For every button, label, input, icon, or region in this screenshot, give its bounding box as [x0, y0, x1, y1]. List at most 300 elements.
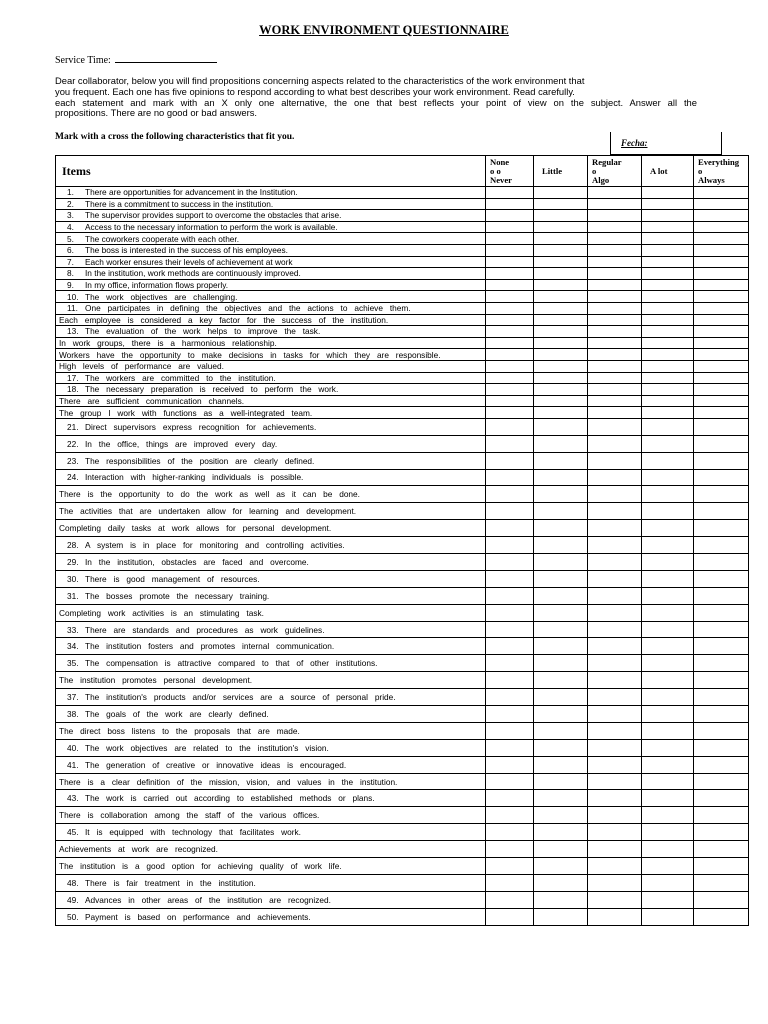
answer-cell-none[interactable]: [486, 187, 534, 199]
answer-cell-a-lot[interactable]: [642, 570, 694, 587]
answer-cell-a-lot[interactable]: [642, 773, 694, 790]
answer-cell-none[interactable]: [486, 520, 534, 537]
answer-cell-regular[interactable]: [588, 314, 642, 326]
answer-cell-a-lot[interactable]: [642, 372, 694, 384]
item-text: Each worker ensures their levels of achievement at work: [85, 256, 293, 267]
answer-cell-everything[interactable]: [694, 554, 749, 571]
answer-cell-a-lot[interactable]: [642, 756, 694, 773]
answer-cell-a-lot[interactable]: [642, 486, 694, 503]
answer-cell-regular[interactable]: [588, 841, 642, 858]
answer-cell-regular[interactable]: [588, 621, 642, 638]
item-text: The supervisor provides support to overcome the obstacles that arise.: [85, 210, 342, 221]
answer-cell-none[interactable]: [486, 210, 534, 222]
answer-cell-none[interactable]: [486, 244, 534, 256]
answer-cell-everything[interactable]: [694, 621, 749, 638]
answer-cell-regular[interactable]: [588, 452, 642, 469]
answer-cell-everything[interactable]: [694, 314, 749, 326]
option-label: o: [592, 165, 597, 176]
answer-cell-a-lot[interactable]: [642, 908, 694, 925]
answer-cell-none[interactable]: [486, 233, 534, 245]
answer-cell-everything[interactable]: [694, 486, 749, 503]
answer-cell-none[interactable]: [486, 372, 534, 384]
answer-cell-none[interactable]: [486, 587, 534, 604]
answer-cell-none[interactable]: [486, 722, 534, 739]
answer-cell-little[interactable]: [534, 824, 588, 841]
item-number: 13.: [67, 326, 79, 337]
answer-cell-everything[interactable]: [694, 807, 749, 824]
answer-cell-none[interactable]: [486, 790, 534, 807]
answer-cell-little[interactable]: [534, 672, 588, 689]
answer-cell-none[interactable]: [486, 256, 534, 268]
answer-cell-little[interactable]: [534, 604, 588, 621]
answer-cell-little[interactable]: [534, 452, 588, 469]
answer-cell-regular[interactable]: [588, 418, 642, 435]
answer-cell-little[interactable]: [534, 908, 588, 925]
answer-cell-a-lot[interactable]: [642, 291, 694, 303]
answer-cell-regular[interactable]: [588, 739, 642, 756]
answer-cell-a-lot[interactable]: [642, 452, 694, 469]
answer-cell-none[interactable]: [486, 407, 534, 419]
answer-cell-regular[interactable]: [588, 395, 642, 407]
answer-cell-little[interactable]: [534, 407, 588, 419]
answer-cell-little[interactable]: [534, 638, 588, 655]
answer-cell-little[interactable]: [534, 221, 588, 233]
answer-cell-little[interactable]: [534, 790, 588, 807]
answer-cell-little[interactable]: [534, 291, 588, 303]
answer-cell-regular[interactable]: [588, 360, 642, 372]
item-text: The coworkers cooperate with each other.: [85, 233, 240, 244]
answer-cell-regular[interactable]: [588, 187, 642, 199]
answer-cell-everything[interactable]: [694, 874, 749, 891]
answer-cell-regular[interactable]: [588, 604, 642, 621]
answer-cell-little[interactable]: [534, 395, 588, 407]
answer-cell-everything[interactable]: [694, 452, 749, 469]
item-text-cell: [56, 268, 486, 280]
answer-cell-none[interactable]: [486, 891, 534, 908]
item-text-cell: [56, 452, 486, 469]
answer-cell-none[interactable]: [486, 638, 534, 655]
answer-cell-little[interactable]: [534, 739, 588, 756]
table-row: [56, 452, 749, 469]
answer-cell-regular[interactable]: [588, 554, 642, 571]
option-label: Everything: [698, 156, 740, 167]
table-row: [56, 655, 749, 672]
answer-cell-regular[interactable]: [588, 874, 642, 891]
answer-cell-none[interactable]: [486, 326, 534, 338]
answer-cell-everything[interactable]: [694, 210, 749, 222]
answer-cell-a-lot[interactable]: [642, 221, 694, 233]
answer-cell-a-lot[interactable]: [642, 302, 694, 314]
answer-cell-little[interactable]: [534, 722, 588, 739]
answer-cell-regular[interactable]: [588, 256, 642, 268]
answer-cell-little[interactable]: [534, 435, 588, 452]
item-text: Advances in other areas of the institution are recognized.: [85, 894, 331, 905]
answer-cell-none[interactable]: [486, 807, 534, 824]
answer-cell-none[interactable]: [486, 469, 534, 486]
answer-cell-none[interactable]: [486, 874, 534, 891]
answer-cell-regular[interactable]: [588, 279, 642, 291]
answer-cell-none[interactable]: [486, 503, 534, 520]
answer-cell-little[interactable]: [534, 655, 588, 672]
answer-cell-little[interactable]: [534, 268, 588, 280]
answer-cell-regular[interactable]: [588, 824, 642, 841]
answer-cell-a-lot[interactable]: [642, 807, 694, 824]
answer-cell-everything[interactable]: [694, 858, 749, 875]
answer-cell-none[interactable]: [486, 824, 534, 841]
answer-cell-regular[interactable]: [588, 638, 642, 655]
answer-cell-a-lot[interactable]: [642, 858, 694, 875]
answer-cell-little[interactable]: [534, 244, 588, 256]
answer-cell-a-lot[interactable]: [642, 407, 694, 419]
answer-cell-regular[interactable]: [588, 858, 642, 875]
answer-cell-everything[interactable]: [694, 739, 749, 756]
answer-cell-a-lot[interactable]: [642, 187, 694, 199]
answer-cell-regular[interactable]: [588, 570, 642, 587]
answer-cell-regular[interactable]: [588, 891, 642, 908]
answer-cell-a-lot[interactable]: [642, 520, 694, 537]
answer-cell-everything[interactable]: [694, 790, 749, 807]
answer-cell-little[interactable]: [534, 314, 588, 326]
answer-cell-none[interactable]: [486, 360, 534, 372]
answer-cell-regular[interactable]: [588, 244, 642, 256]
answer-cell-none[interactable]: [486, 554, 534, 571]
answer-cell-everything[interactable]: [694, 706, 749, 723]
answer-cell-little[interactable]: [534, 187, 588, 199]
answer-cell-little[interactable]: [534, 554, 588, 571]
service-time-field[interactable]: [115, 53, 217, 63]
answer-cell-none[interactable]: [486, 739, 534, 756]
answer-cell-little[interactable]: [534, 570, 588, 587]
table-row: [56, 198, 749, 210]
answer-cell-everything[interactable]: [694, 418, 749, 435]
answer-cell-regular[interactable]: [588, 503, 642, 520]
answer-cell-everything[interactable]: [694, 672, 749, 689]
answer-cell-little[interactable]: [534, 326, 588, 338]
answer-cell-everything[interactable]: [694, 291, 749, 303]
answer-cell-none[interactable]: [486, 604, 534, 621]
answer-cell-a-lot[interactable]: [642, 689, 694, 706]
answer-cell-everything[interactable]: [694, 587, 749, 604]
intro-line: you frequent. Each one has five opinions to respond according to what best describes your work environment. Read carefully.: [55, 85, 575, 97]
answer-cell-regular[interactable]: [588, 326, 642, 338]
table-row: [56, 435, 749, 452]
item-text-cell: [56, 773, 486, 790]
answer-cell-a-lot[interactable]: [642, 638, 694, 655]
answer-cell-little[interactable]: [534, 689, 588, 706]
answer-cell-a-lot[interactable]: [642, 554, 694, 571]
answer-cell-none[interactable]: [486, 314, 534, 326]
answer-cell-a-lot[interactable]: [642, 672, 694, 689]
answer-cell-everything[interactable]: [694, 570, 749, 587]
answer-cell-none[interactable]: [486, 672, 534, 689]
answer-cell-none[interactable]: [486, 773, 534, 790]
answer-cell-a-lot[interactable]: [642, 268, 694, 280]
table-row: [56, 604, 749, 621]
answer-cell-none[interactable]: [486, 908, 534, 925]
answer-cell-a-lot[interactable]: [642, 279, 694, 291]
answer-cell-little[interactable]: [534, 520, 588, 537]
answer-cell-little[interactable]: [534, 486, 588, 503]
answer-cell-regular[interactable]: [588, 221, 642, 233]
answer-cell-none[interactable]: [486, 384, 534, 396]
answer-cell-a-lot[interactable]: [642, 706, 694, 723]
answer-cell-none[interactable]: [486, 435, 534, 452]
answer-cell-everything[interactable]: [694, 360, 749, 372]
answer-cell-none[interactable]: [486, 756, 534, 773]
answer-cell-none[interactable]: [486, 570, 534, 587]
table-row: [56, 221, 749, 233]
answer-cell-everything[interactable]: [694, 908, 749, 925]
answer-cell-none[interactable]: [486, 302, 534, 314]
answer-cell-everything[interactable]: [694, 520, 749, 537]
option-label: Algo: [592, 174, 610, 185]
answer-cell-a-lot[interactable]: [642, 395, 694, 407]
item-text: There is a commitment to success in the institution.: [85, 198, 274, 209]
table-row: [56, 395, 749, 407]
answer-cell-a-lot[interactable]: [642, 326, 694, 338]
answer-cell-regular[interactable]: [588, 233, 642, 245]
answer-cell-regular[interactable]: [588, 790, 642, 807]
answer-cell-little[interactable]: [534, 841, 588, 858]
answer-cell-regular[interactable]: [588, 807, 642, 824]
answer-cell-little[interactable]: [534, 891, 588, 908]
answer-cell-a-lot[interactable]: [642, 469, 694, 486]
answer-cell-a-lot[interactable]: [642, 210, 694, 222]
answer-cell-everything[interactable]: [694, 256, 749, 268]
answer-cell-little[interactable]: [534, 706, 588, 723]
answer-cell-little[interactable]: [534, 210, 588, 222]
answer-cell-little[interactable]: [534, 756, 588, 773]
answer-cell-everything[interactable]: [694, 841, 749, 858]
answer-cell-none[interactable]: [486, 706, 534, 723]
answer-cell-a-lot[interactable]: [642, 256, 694, 268]
answer-cell-a-lot[interactable]: [642, 198, 694, 210]
item-text: The workers are committed to the institution.: [85, 372, 276, 383]
answer-cell-none[interactable]: [486, 268, 534, 280]
answer-cell-little[interactable]: [534, 418, 588, 435]
answer-cell-regular[interactable]: [588, 773, 642, 790]
answer-cell-a-lot[interactable]: [642, 503, 694, 520]
answer-cell-a-lot[interactable]: [642, 655, 694, 672]
item-text: The institution's products and/or services are a source of personal pride.: [85, 692, 396, 703]
answer-cell-a-lot[interactable]: [642, 435, 694, 452]
item-text-cell: [56, 858, 486, 875]
answer-cell-everything[interactable]: [694, 638, 749, 655]
answer-cell-regular[interactable]: [588, 672, 642, 689]
answer-cell-a-lot[interactable]: [642, 349, 694, 361]
answer-cell-everything[interactable]: [694, 435, 749, 452]
answer-cell-little[interactable]: [534, 469, 588, 486]
answer-cell-none[interactable]: [486, 621, 534, 638]
answer-cell-little[interactable]: [534, 279, 588, 291]
answer-cell-everything[interactable]: [694, 372, 749, 384]
answer-cell-everything[interactable]: [694, 655, 749, 672]
answer-cell-a-lot[interactable]: [642, 384, 694, 396]
answer-cell-everything[interactable]: [694, 268, 749, 280]
answer-cell-little[interactable]: [534, 384, 588, 396]
answer-cell-regular[interactable]: [588, 349, 642, 361]
answer-cell-everything[interactable]: [694, 503, 749, 520]
answer-cell-everything[interactable]: [694, 233, 749, 245]
answer-cell-little[interactable]: [534, 302, 588, 314]
answer-cell-regular[interactable]: [588, 372, 642, 384]
answer-cell-regular[interactable]: [588, 486, 642, 503]
table-row: [56, 256, 749, 268]
answer-cell-everything[interactable]: [694, 198, 749, 210]
answer-cell-a-lot[interactable]: [642, 621, 694, 638]
item-text-cell: [56, 824, 486, 841]
answer-cell-everything[interactable]: [694, 302, 749, 314]
answer-cell-little[interactable]: [534, 256, 588, 268]
answer-cell-little[interactable]: [534, 337, 588, 349]
answer-cell-little[interactable]: [534, 858, 588, 875]
option-label: Regular: [592, 156, 622, 167]
answer-cell-little[interactable]: [534, 587, 588, 604]
answer-cell-a-lot[interactable]: [642, 874, 694, 891]
answer-cell-a-lot[interactable]: [642, 360, 694, 372]
answer-cell-little[interactable]: [534, 773, 588, 790]
item-text-cell: [56, 372, 486, 384]
answer-cell-little[interactable]: [534, 621, 588, 638]
answer-cell-everything[interactable]: [694, 187, 749, 199]
answer-cell-regular[interactable]: [588, 268, 642, 280]
answer-cell-a-lot[interactable]: [642, 722, 694, 739]
answer-cell-a-lot[interactable]: [642, 841, 694, 858]
answer-cell-a-lot[interactable]: [642, 418, 694, 435]
answer-cell-everything[interactable]: [694, 604, 749, 621]
answer-cell-regular[interactable]: [588, 435, 642, 452]
table-row: [56, 874, 749, 891]
answer-cell-none[interactable]: [486, 337, 534, 349]
answer-cell-everything[interactable]: [694, 337, 749, 349]
item-number: 34.: [67, 641, 79, 652]
answer-cell-everything[interactable]: [694, 349, 749, 361]
answer-cell-none[interactable]: [486, 418, 534, 435]
answer-cell-a-lot[interactable]: [642, 337, 694, 349]
answer-cell-little[interactable]: [534, 233, 588, 245]
answer-cell-little[interactable]: [534, 874, 588, 891]
answer-cell-none[interactable]: [486, 689, 534, 706]
answer-cell-a-lot[interactable]: [642, 604, 694, 621]
answer-cell-everything[interactable]: [694, 244, 749, 256]
answer-cell-a-lot[interactable]: [642, 587, 694, 604]
answer-cell-regular[interactable]: [588, 537, 642, 554]
answer-cell-none[interactable]: [486, 486, 534, 503]
answer-cell-a-lot[interactable]: [642, 824, 694, 841]
item-text-cell: [56, 395, 486, 407]
answer-cell-everything[interactable]: [694, 221, 749, 233]
answer-cell-little[interactable]: [534, 198, 588, 210]
answer-cell-a-lot[interactable]: [642, 233, 694, 245]
answer-cell-a-lot[interactable]: [642, 244, 694, 256]
answer-cell-regular[interactable]: [588, 384, 642, 396]
answer-cell-regular[interactable]: [588, 407, 642, 419]
answer-cell-regular[interactable]: [588, 469, 642, 486]
table-row: [56, 326, 749, 338]
fecha-box[interactable]: [610, 132, 722, 155]
answer-cell-none[interactable]: [486, 841, 534, 858]
answer-cell-everything[interactable]: [694, 407, 749, 419]
answer-cell-none[interactable]: [486, 395, 534, 407]
answer-cell-everything[interactable]: [694, 395, 749, 407]
item-text: There is fair treatment in the institution.: [85, 877, 256, 888]
answer-cell-regular[interactable]: [588, 291, 642, 303]
answer-cell-none[interactable]: [486, 279, 534, 291]
answer-cell-everything[interactable]: [694, 469, 749, 486]
answer-cell-little[interactable]: [534, 537, 588, 554]
answer-cell-everything[interactable]: [694, 756, 749, 773]
answer-cell-everything[interactable]: [694, 689, 749, 706]
answer-cell-everything[interactable]: [694, 279, 749, 291]
answer-cell-everything[interactable]: [694, 824, 749, 841]
item-text: There is a clear definition of the mission, vision, and values in the institution.: [59, 776, 398, 787]
answer-cell-regular[interactable]: [588, 689, 642, 706]
answer-cell-regular[interactable]: [588, 756, 642, 773]
answer-cell-regular[interactable]: [588, 706, 642, 723]
answer-cell-everything[interactable]: [694, 773, 749, 790]
answer-cell-little[interactable]: [534, 807, 588, 824]
answer-cell-everything[interactable]: [694, 722, 749, 739]
item-text: A system is in place for monitoring and controlling activities.: [85, 540, 345, 551]
answer-cell-none[interactable]: [486, 221, 534, 233]
document-title: WORK ENVIRONMENT QUESTIONNAIRE: [259, 23, 509, 37]
answer-cell-regular[interactable]: [588, 655, 642, 672]
answer-cell-none[interactable]: [486, 349, 534, 361]
answer-cell-none[interactable]: [486, 858, 534, 875]
answer-cell-little[interactable]: [534, 503, 588, 520]
answer-cell-regular[interactable]: [588, 198, 642, 210]
answer-cell-a-lot[interactable]: [642, 739, 694, 756]
answer-cell-everything[interactable]: [694, 537, 749, 554]
item-number: 37.: [67, 692, 79, 703]
answer-cell-regular[interactable]: [588, 722, 642, 739]
table-row: [56, 187, 749, 199]
item-text: The work objectives are challenging.: [85, 291, 238, 302]
answer-cell-none[interactable]: [486, 452, 534, 469]
answer-cell-everything[interactable]: [694, 384, 749, 396]
answer-cell-none[interactable]: [486, 198, 534, 210]
item-text: It is equipped with technology that facilitates work.: [85, 827, 301, 838]
intro-line: each statement and mark with an X only one alternative, the one that best reflects your point of view on the subject. Answer all the: [55, 96, 697, 108]
table-row: [56, 503, 749, 520]
answer-cell-regular[interactable]: [588, 520, 642, 537]
answer-cell-a-lot[interactable]: [642, 537, 694, 554]
answer-cell-a-lot[interactable]: [642, 314, 694, 326]
answer-cell-regular[interactable]: [588, 210, 642, 222]
answer-cell-regular[interactable]: [588, 337, 642, 349]
item-number: 41.: [67, 759, 79, 770]
items-header: Items: [56, 156, 486, 187]
fecha-label: Fecha:: [621, 138, 648, 148]
item-number: 33.: [67, 624, 79, 635]
answer-cell-little[interactable]: [534, 360, 588, 372]
answer-cell-everything[interactable]: [694, 326, 749, 338]
answer-cell-none[interactable]: [486, 537, 534, 554]
answer-cell-a-lot[interactable]: [642, 891, 694, 908]
item-text: The compensation is attractive compared to that of other institutions.: [85, 658, 378, 669]
item-text-cell: [56, 722, 486, 739]
item-text: The activities that are undertaken allow for learning and development.: [59, 506, 357, 517]
answer-cell-none[interactable]: [486, 655, 534, 672]
answer-cell-everything[interactable]: [694, 891, 749, 908]
answer-cell-regular[interactable]: [588, 587, 642, 604]
answer-cell-little[interactable]: [534, 372, 588, 384]
answer-cell-regular[interactable]: [588, 302, 642, 314]
answer-cell-little[interactable]: [534, 349, 588, 361]
answer-cell-a-lot[interactable]: [642, 790, 694, 807]
answer-cell-regular[interactable]: [588, 908, 642, 925]
answer-cell-none[interactable]: [486, 291, 534, 303]
